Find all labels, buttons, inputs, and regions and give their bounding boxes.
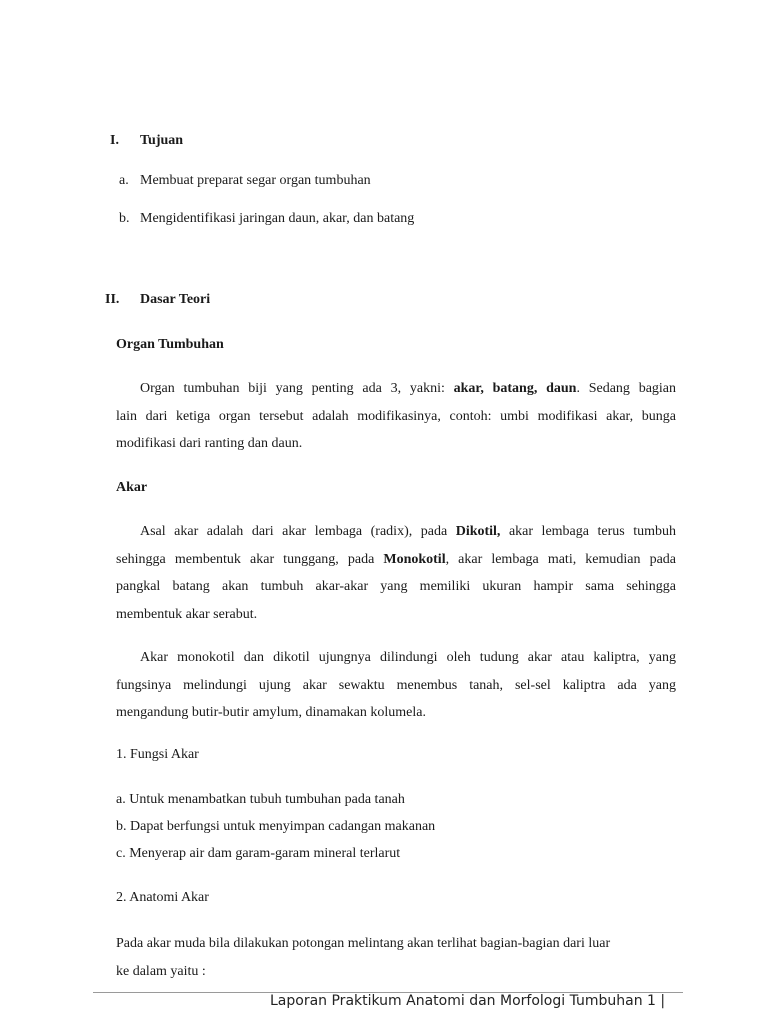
paragraph-line: fungsinya melindungi ujung akar sewaktu menembus tanah, sel-sel kaliptra ada yang (116, 677, 676, 693)
paragraph-line: membentuk akar serabut. (116, 606, 258, 622)
list-marker: b. (119, 211, 130, 226)
paragraph-line: Organ tumbuhan biji yang penting ada 3, yakni: akar, batang, daun. Sedang bagian (140, 381, 677, 396)
paragraph-line: lain dari ketiga organ tersebut adalah modifikasinya, contoh: umbi modifikasi akar, bunga (116, 408, 676, 424)
anatomi-paragraph (116, 930, 676, 985)
paragraph-line: ke dalam yaitu : (116, 963, 206, 979)
akar-heading: Akar (116, 480, 148, 495)
list-marker: a. (119, 173, 129, 188)
bold-dikotil: Dikotil, (455, 524, 501, 539)
section-1-title: Tujuan (140, 133, 184, 148)
list-item: c. Menyerap air dam garam-garam mineral terlarut (116, 846, 401, 861)
section-1-number: I. (110, 133, 119, 148)
page-footer: Laporan Praktikum Anatomi dan Morfologi Tumbuhan 1 | (270, 993, 666, 1009)
paragraph-line: pangkal batang akan tumbuh akar-akar yang memiliki ukuran hampir sama sehingga (116, 579, 676, 594)
paragraph-line: sehingga membentuk akar tunggang, pada Monokotil, akar lembaga mati, kemudian pada (116, 551, 676, 567)
fungsi-heading: 1. Fungsi Akar (116, 747, 199, 762)
paragraph-line: Asal akar adalah dari akar lembaga (radix), pada Dikotil, akar lembaga terus tumbuh (140, 524, 676, 539)
paragraph-line: Pada akar muda bila dilakukan potongan melintang akan terlihat bagian-bagian dari luar (116, 936, 611, 951)
bold-organs: akar, batang, daun (453, 381, 577, 396)
anatomi-heading: 2. Anatomi Akar (116, 890, 209, 905)
section-2-title: Dasar Teori (140, 292, 211, 307)
bold-monokotil: Monokotil (383, 551, 446, 567)
organ-heading: Organ Tumbuhan (116, 337, 224, 352)
list-item-text: Mengidentifikasi jaringan daun, akar, dan batang (140, 211, 415, 226)
organ-paragraph (116, 375, 676, 458)
list-item: b. Dapat berfungsi untuk menyimpan cadangan makanan (116, 819, 436, 834)
akar-paragraph-1 (116, 518, 676, 628)
paragraph-line: mengandung butir-butir amylum, dinamakan kolumela. (116, 705, 426, 720)
akar-paragraph-2 (116, 644, 676, 727)
list-item (119, 173, 129, 189)
paragraph-line: modifikasi dari ranting dan daun. (116, 436, 303, 451)
list-item-text: Membuat preparat segar organ tumbuhan (140, 173, 371, 188)
section-2-number: II. (105, 292, 120, 307)
list-item: a. Untuk menambatkan tubuh tumbuhan pada tanah (116, 792, 405, 807)
list-item (119, 211, 130, 227)
paragraph-line: Akar monokotil dan dikotil ujungnya dilindungi oleh tudung akar atau kaliptra, yang (140, 650, 676, 665)
